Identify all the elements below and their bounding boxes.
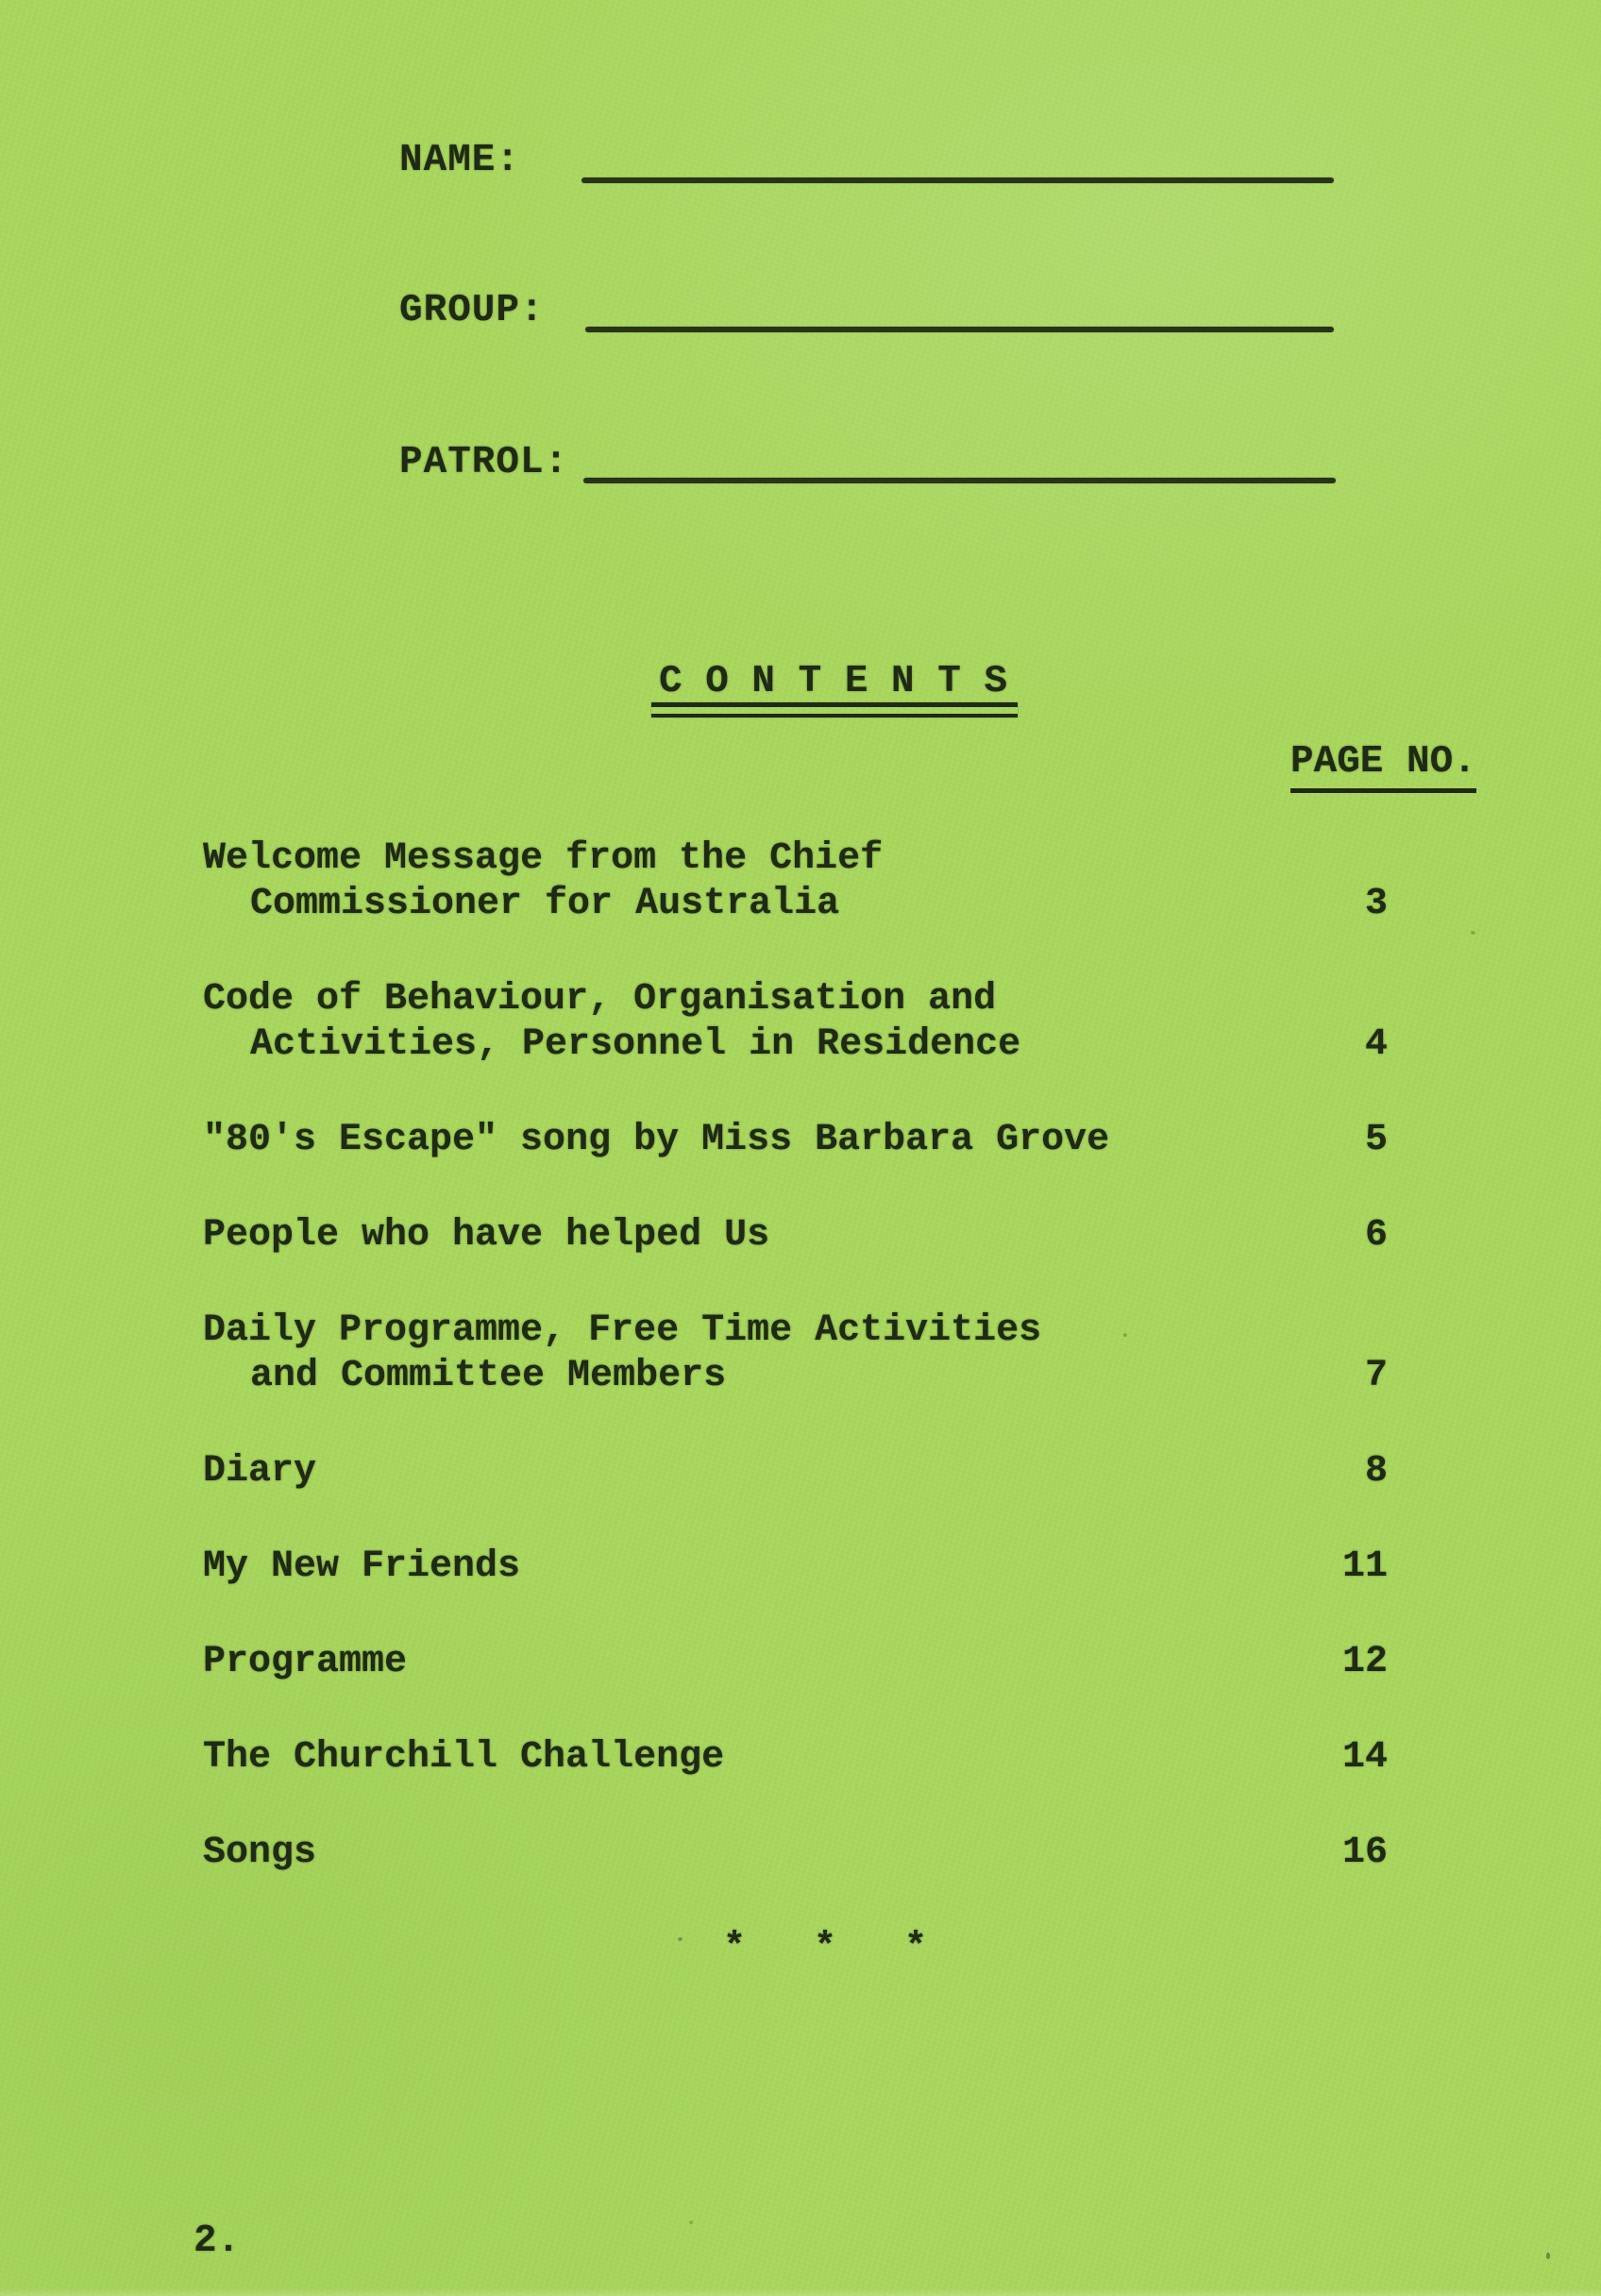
- toc-row: [203, 1308, 1388, 1399]
- toc-item-page: 5: [1364, 1119, 1388, 1161]
- toc-item-title: [203, 1308, 1041, 1399]
- paper-speck: [678, 1937, 683, 1941]
- toc-item-page: 4: [1364, 1023, 1388, 1066]
- toc-item-line: "80's Escape" song by Miss Barbara Grove: [203, 1119, 1110, 1161]
- paper-speck: [689, 2220, 693, 2224]
- toc-item-line: Programme: [203, 1641, 408, 1683]
- toc-item-line: The Churchill Challenge: [203, 1736, 725, 1779]
- toc-item-title: [203, 1640, 407, 1685]
- toc-item-line: Songs: [203, 1832, 317, 1874]
- toc-row: [203, 1831, 1388, 1876]
- toc-item-title: [203, 1831, 316, 1876]
- patrol-field-label: PATROL:: [399, 441, 569, 484]
- toc-item-page: 8: [1364, 1450, 1388, 1493]
- group-blank-line: [585, 327, 1334, 332]
- toc-item-page: 12: [1341, 1641, 1388, 1683]
- toc-item-page: 7: [1364, 1355, 1388, 1397]
- toc-item-page: 16: [1341, 1832, 1388, 1874]
- toc-item-line: Welcome Message from the Chief: [203, 837, 884, 880]
- toc-item-page: 11: [1341, 1545, 1388, 1588]
- toc-item-line: People who have helped Us: [203, 1214, 770, 1257]
- toc-row: [203, 1545, 1388, 1590]
- toc-item-title: [203, 977, 1020, 1068]
- toc-list: [203, 836, 1388, 1926]
- toc-item-title: [203, 1735, 724, 1781]
- group-field-label: GROUP:: [399, 289, 545, 332]
- page-number: 2.: [194, 2220, 241, 2263]
- contents-double-underline: [651, 702, 1018, 718]
- toc-row: [203, 977, 1388, 1068]
- toc-item-line: Diary: [203, 1450, 317, 1493]
- paper-speck: [1546, 2253, 1550, 2259]
- toc-item-title: [203, 1118, 1109, 1163]
- toc-item-page: 14: [1341, 1736, 1388, 1779]
- toc-item-line: Daily Programme, Free Time Activities: [203, 1309, 1042, 1352]
- paper-speck: [1471, 931, 1475, 935]
- toc-row: [203, 836, 1388, 927]
- toc-item-line: Activities, Personnel in Residence: [250, 1023, 1021, 1066]
- toc-item-title: [203, 1213, 769, 1258]
- toc-item-line: Commissioner for Australia: [250, 883, 840, 925]
- toc-row: [203, 1735, 1388, 1781]
- page-no-column-header: PAGE NO.: [1290, 743, 1476, 793]
- name-blank-line: [581, 177, 1334, 183]
- toc-row: [203, 1640, 1388, 1685]
- toc-item-title: [203, 1449, 316, 1494]
- toc-row: [203, 1118, 1388, 1163]
- name-field-label: NAME:: [399, 139, 521, 182]
- asterisk-divider: * * *: [723, 1927, 928, 1969]
- toc-row: [203, 1449, 1388, 1494]
- patrol-blank-line: [583, 478, 1336, 483]
- toc-item-title: [203, 836, 883, 927]
- toc-item-page: 6: [1364, 1214, 1388, 1257]
- toc-item-page: 3: [1364, 883, 1388, 925]
- toc-item-line: Code of Behaviour, Organisation and: [203, 978, 997, 1021]
- toc-item-title: [203, 1545, 520, 1590]
- toc-item-line: and Committee Members: [250, 1355, 727, 1397]
- toc-row: [203, 1213, 1388, 1258]
- contents-heading: C O N T E N T S: [659, 660, 1008, 703]
- toc-item-line: My New Friends: [203, 1545, 521, 1588]
